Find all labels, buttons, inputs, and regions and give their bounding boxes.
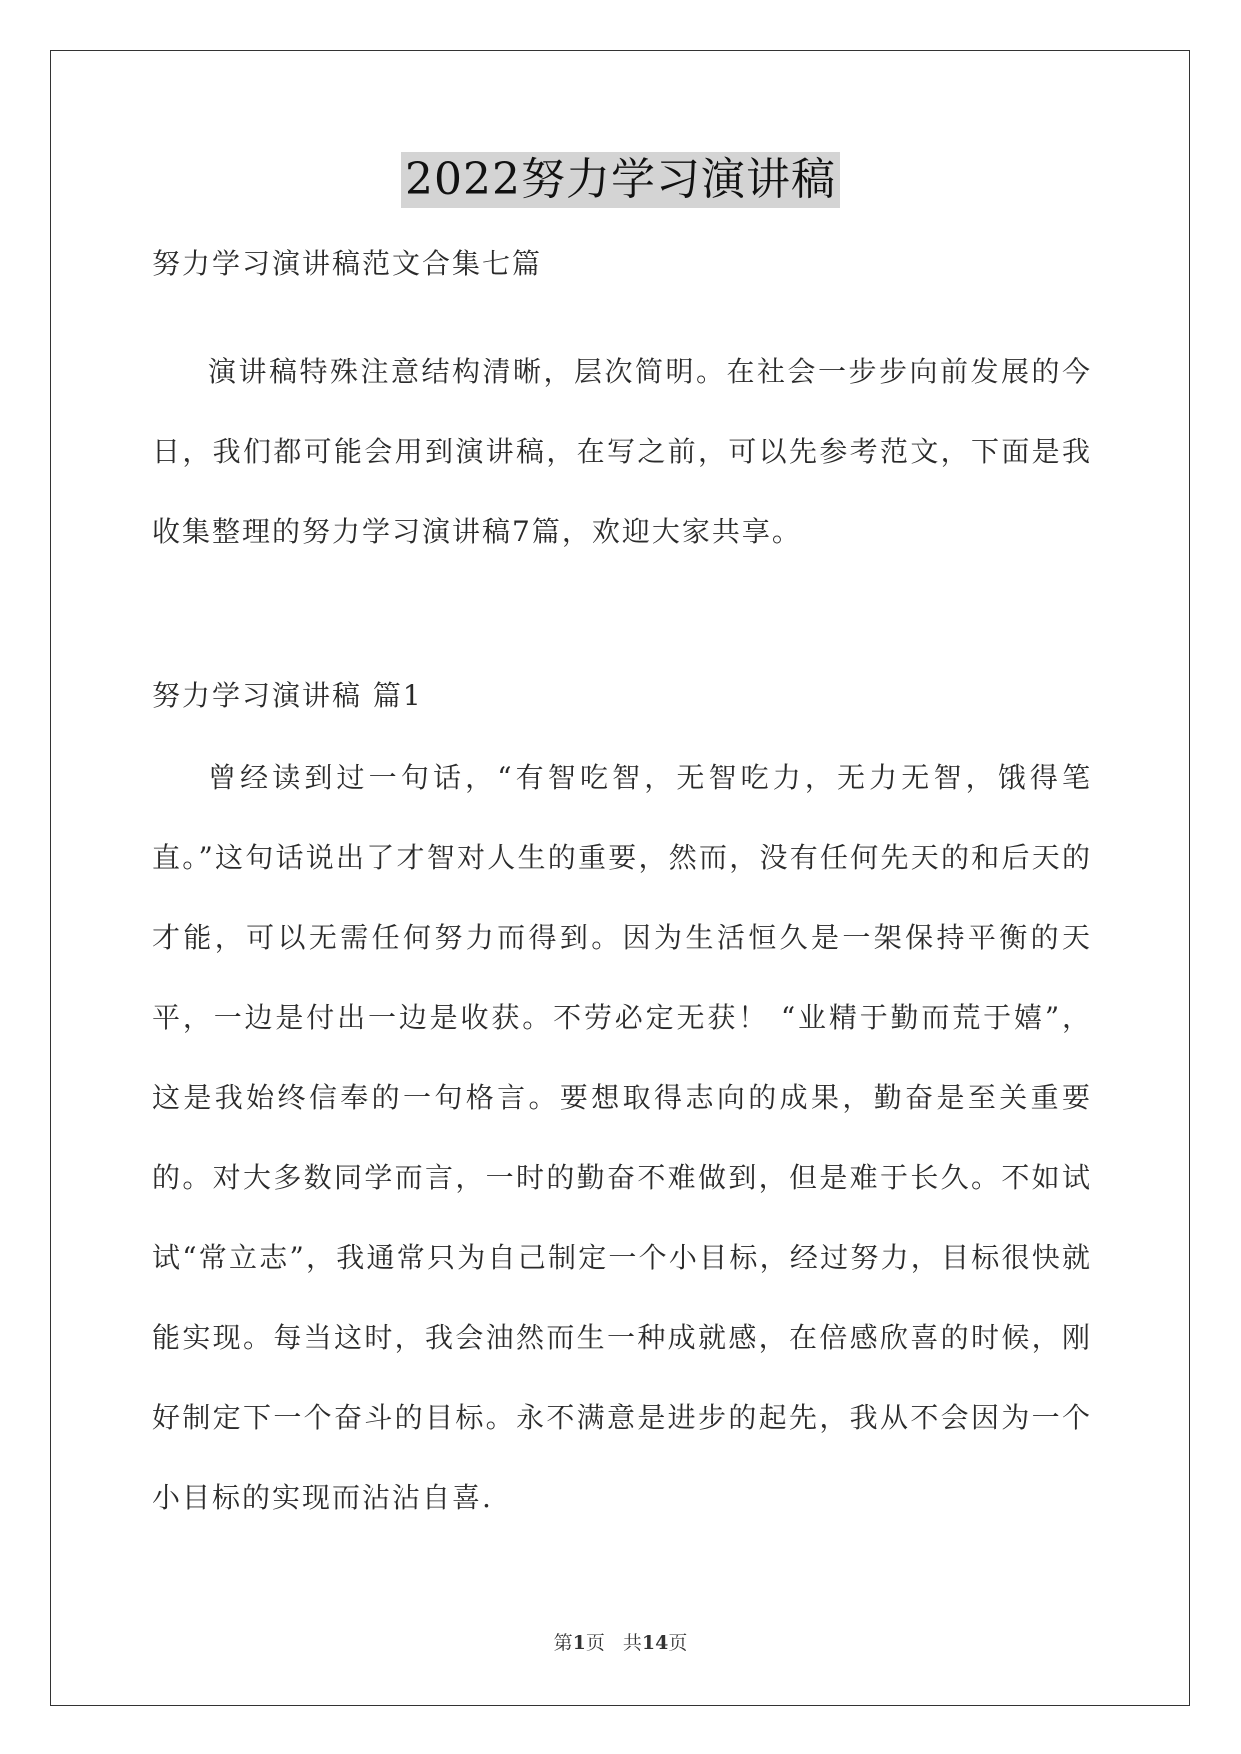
document-subtitle: 努力学习演讲稿范文合集七篇 (152, 247, 543, 280)
document-title: 2022努力学习演讲稿 (401, 152, 840, 208)
total-suffix: 页 (668, 1632, 688, 1654)
page-footer (0, 1630, 1241, 1656)
title-wrap (0, 152, 1241, 208)
section-body-paragraph: 曾经读到过一句话，“有智吃智，无智吃力，无力无智，饿得笔直。”这句话说出了才智对人生的重要，然而，没有任何先天的和后天的才能，可以无需任何努力而得到。因为生活恒久是一架保持平衡的天平，一边是付出一边是收获。不劳必定无获！ “业精于勤而荒于嬉”，这是我始终信奉的一句格言。要想取得志向的成果，勤奋是至关重要的。对大多数同学而言，一时的勤奋不难做到，但是难于长久。不如试试“常立志”，我通常只为自己制定一个小目标，经过努力，目标很快就能实现。每当这时，我会油然而生一种成就感，在倍感欣喜的时候，刚好制定下一个奋斗的目标。永不满意是进步的起先，我从不会因为一个小目标的实现而沾沾自喜. (152, 761, 1092, 1514)
page-prefix: 第 (553, 1632, 573, 1654)
intro-paragraph: 演讲稿特殊注意结构清晰，层次简明。在社会一步步向前发展的今日，我们都可能会用到演讲稿，在写之前，可以先参考范文，下面是我收集整理的努力学习演讲稿7篇，欢迎大家共享。 (152, 355, 1092, 548)
total-prefix: 共 (622, 1632, 642, 1654)
page-number: 1 (572, 1632, 586, 1654)
total-pages: 14 (641, 1632, 669, 1654)
page-suffix: 页 (585, 1632, 605, 1654)
section-title: 努力学习演讲稿 篇1 (152, 679, 423, 712)
